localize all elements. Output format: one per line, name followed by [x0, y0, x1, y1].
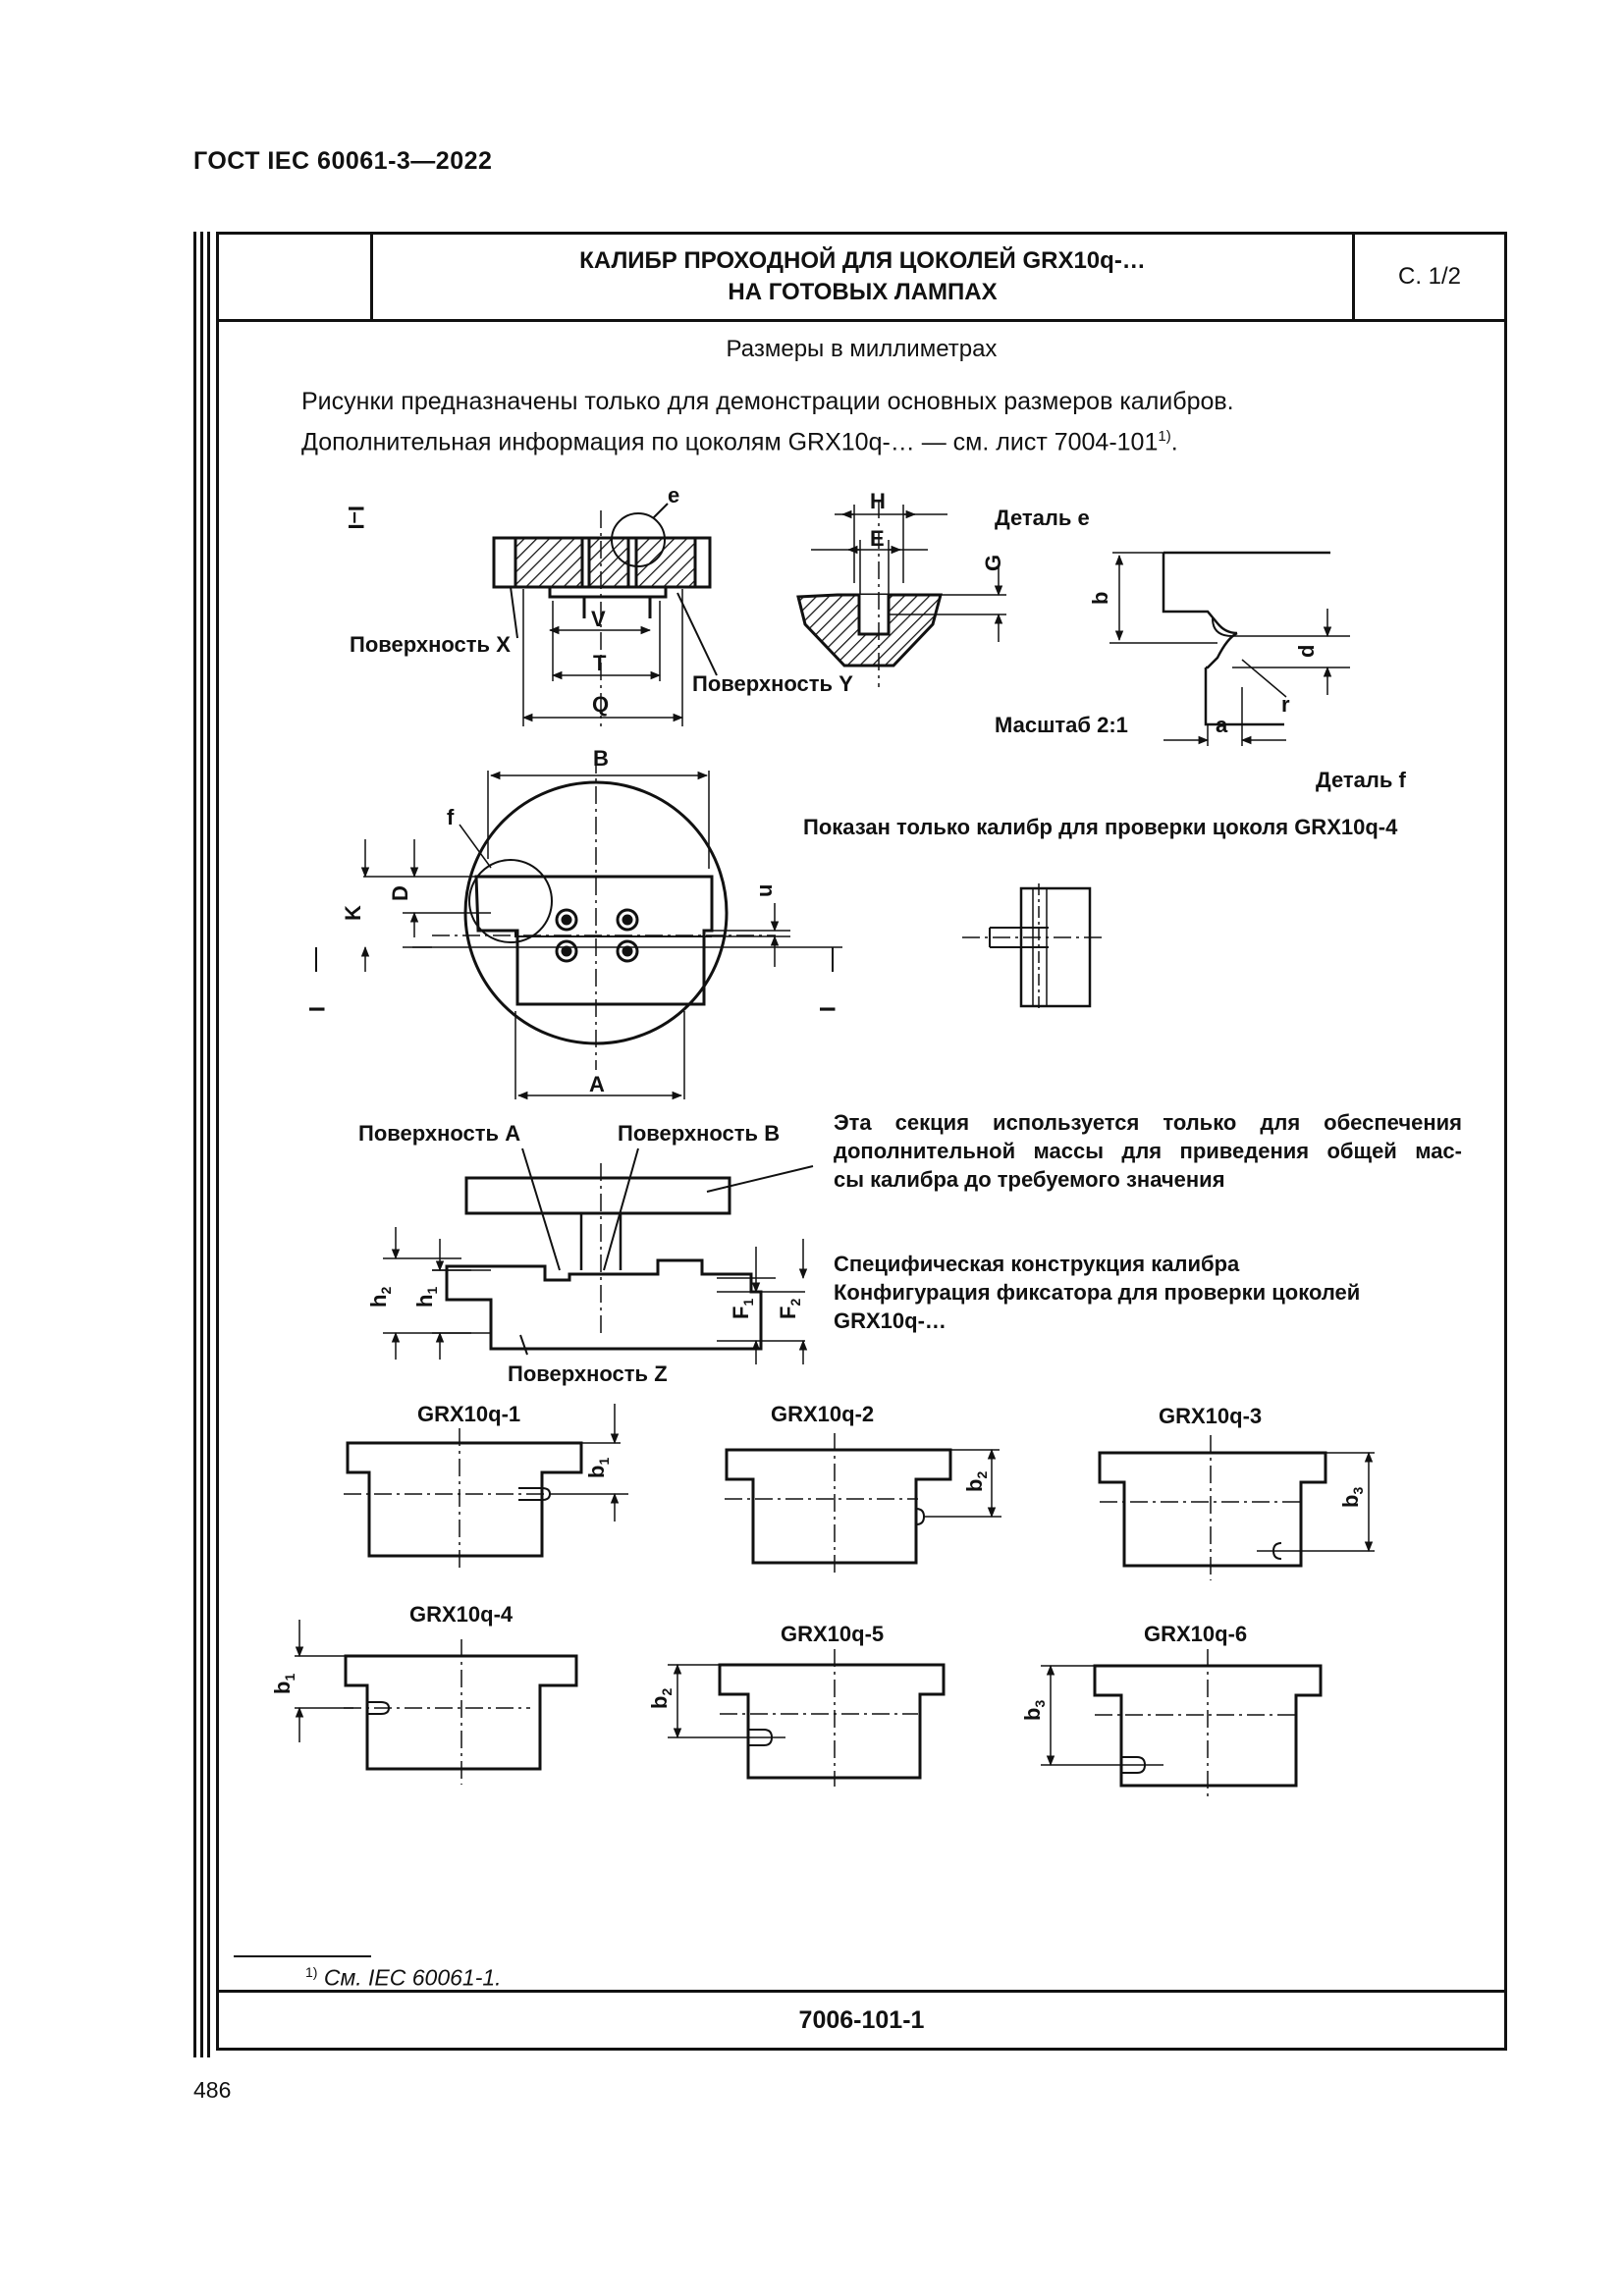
dim-d-cap: D [388, 885, 412, 901]
variant-grx10q-3 [1100, 1404, 1375, 1580]
dim-g: G [981, 554, 1005, 571]
variant-grx10q-6 [1020, 1622, 1321, 1796]
detail-e [798, 489, 1407, 792]
variant-3-label: GRX10q-3 [1159, 1404, 1263, 1428]
mass-section-note: Эта секция используется только для обеспечения дополнительной массы для приведения общей мас- сы калибра до требуемого значения [834, 1110, 1462, 1192]
variant-3-dim: $b_3$ [1338, 1486, 1366, 1508]
dim-a: a [1216, 713, 1228, 737]
variant-grx10q-2 [725, 1402, 1001, 1575]
side-view [358, 1121, 813, 1386]
sheet-number: С. 1/2 [1397, 263, 1462, 290]
dim-t: T [593, 651, 607, 675]
dim-h: H [870, 489, 886, 513]
dim-a-cap: A [589, 1072, 605, 1096]
variant-5-label: GRX10q-5 [781, 1622, 885, 1646]
dim-f1: $F_1$ [729, 1298, 756, 1319]
dim-f2: $F_2$ [776, 1298, 803, 1319]
surface-a-label: Поверхность A [358, 1121, 521, 1146]
section-mark: I–I [344, 506, 368, 530]
variant-1-label: GRX10q-1 [417, 1402, 521, 1426]
dim-e: E [870, 526, 885, 551]
section-mark-right: I [815, 1006, 839, 1013]
dim-b: b [1088, 591, 1112, 605]
dim-h2: $h_2$ [366, 1286, 394, 1308]
sheet-code: 7006-101-1 [219, 1990, 1504, 2048]
section-view [344, 483, 853, 726]
shown-only-label: Показан только калибр для проверки цоколя GRX10q-4 [803, 815, 1398, 839]
variant-5-dim: $b_2$ [647, 1687, 675, 1709]
dim-h1: $h_1$ [412, 1286, 440, 1308]
variant-grx10q-5 [647, 1622, 944, 1787]
sheet-title-line2: НА ГОТОВЫХ ЛАМПАХ [728, 279, 998, 305]
detail-f-mark: f [447, 805, 455, 829]
dim-u: u [752, 883, 777, 897]
dim-d: d [1294, 644, 1319, 658]
dim-q: Q [592, 692, 610, 717]
variant-2-dim: $b_2$ [962, 1470, 990, 1492]
dim-k: K [341, 905, 365, 921]
dim-r: r [1281, 692, 1290, 717]
footnote: $^{1)}$ См. IEC 60061-1. [305, 1964, 502, 1991]
variant-4-label: GRX10q-4 [409, 1602, 514, 1627]
surface-z-label: Поверхность Z [508, 1362, 668, 1386]
variant-6-dim: $b_3$ [1020, 1699, 1048, 1721]
specific-design-note: Специфическая конструкция калибра Конфигурация фиксатора для проверки цоколей GRX10q-… [834, 1252, 1361, 1333]
variant-2-label: GRX10q-2 [771, 1402, 875, 1426]
surface-x-label: Поверхность X [350, 632, 511, 657]
detail-e-mark: e [668, 483, 680, 507]
scale-label: Масштаб 2:1 [995, 713, 1128, 737]
detail-f-label: Деталь f [1316, 768, 1406, 792]
variant-4-dim: $b_1$ [270, 1673, 298, 1694]
surface-b-label: Поверхность B [618, 1121, 781, 1146]
detail-e-label: Деталь e [995, 506, 1090, 530]
variant-6-label: GRX10q-6 [1144, 1622, 1248, 1646]
dim-b-cap: B [593, 746, 609, 771]
variant-1-dim: $b_1$ [584, 1457, 612, 1478]
units-note: Размеры в миллиметрах [726, 336, 998, 362]
intro-line1: Рисунки предназначены только для демонстрации основных размеров калибров. [301, 388, 1234, 415]
dim-v: V [591, 607, 606, 631]
document-header: ГОСТ IEC 60061-3—2022 [193, 147, 493, 175]
surface-y-label: Поверхность Y [692, 671, 853, 696]
variant-grx10q-1 [344, 1402, 628, 1571]
top-view [304, 746, 1398, 1099]
section-mark-left: I [304, 1006, 329, 1013]
page-number: 486 [193, 2077, 232, 2103]
intro-line2: Дополнительная информация по цоколям GRX10q-… — см. лист 7004-101$^{1)}$. [301, 428, 1178, 456]
variant-grx10q-4 [270, 1602, 576, 1785]
sheet-title-line1: КАЛИБР ПРОХОДНОЙ ДЛЯ ЦОКОЛЕЙ GRX10q-… [579, 247, 1146, 274]
